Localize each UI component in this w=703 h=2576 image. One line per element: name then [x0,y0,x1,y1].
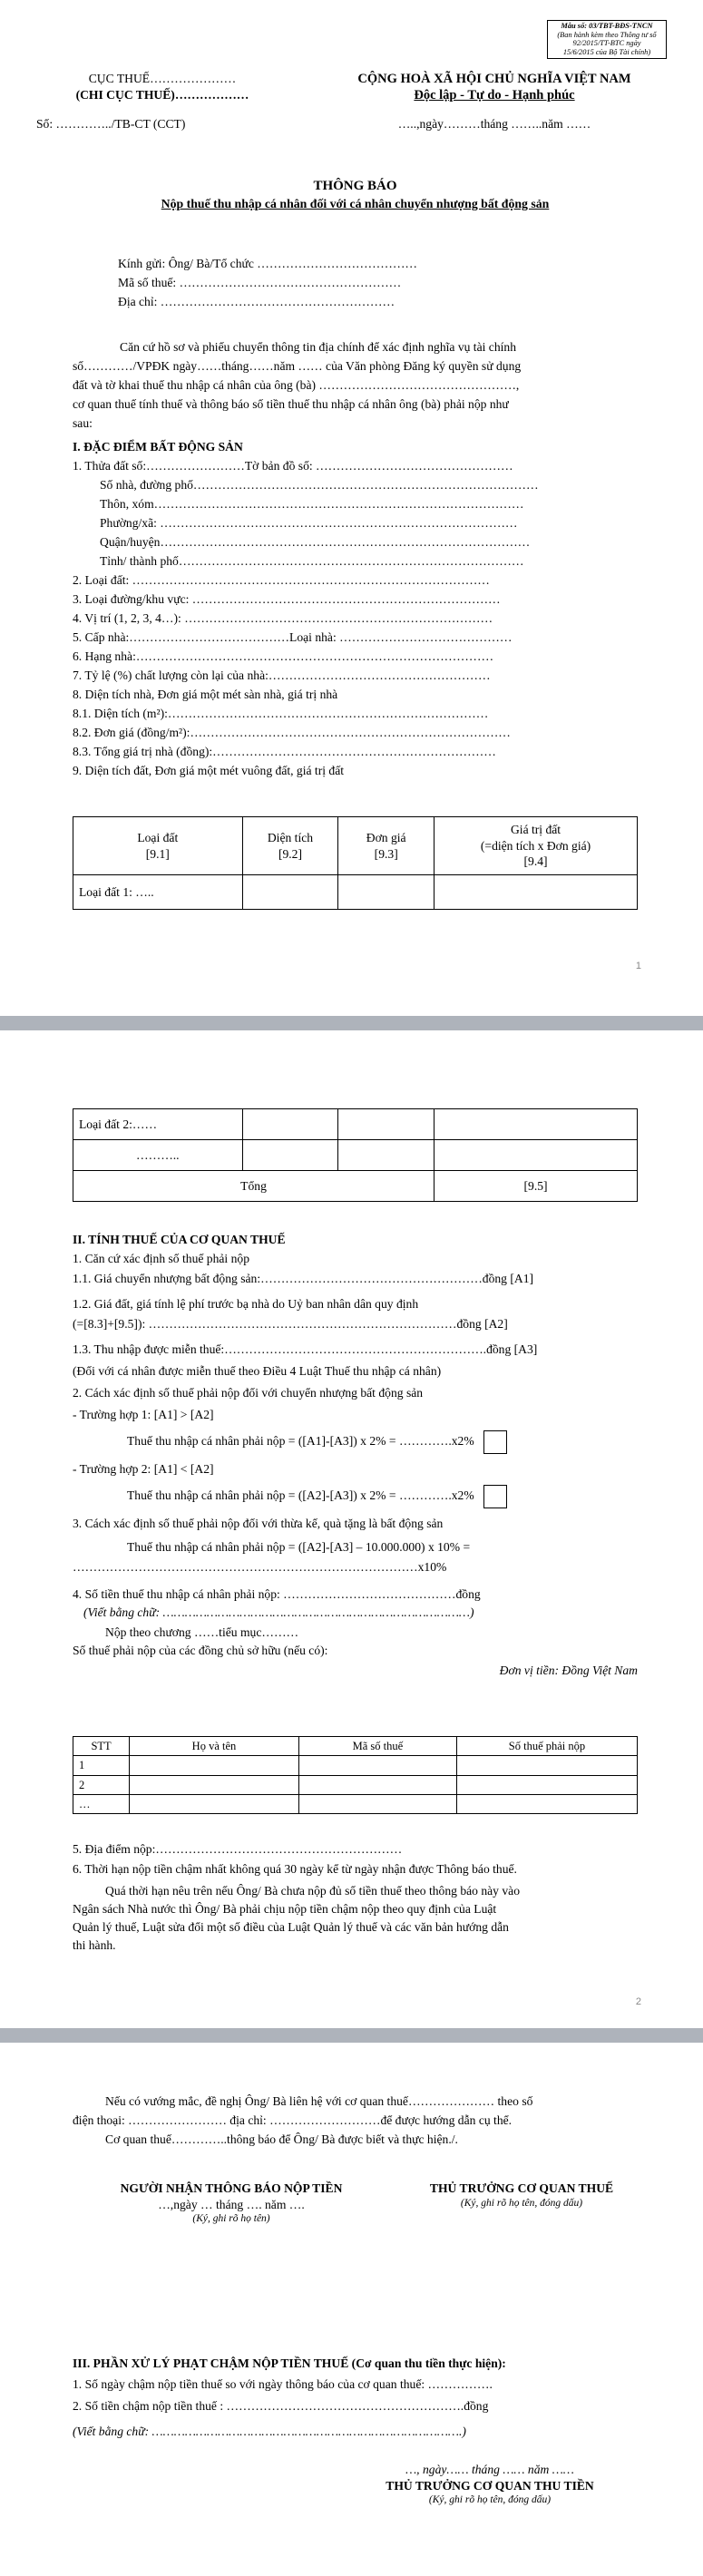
table-row: … [73,1794,638,1813]
table-row: Loại đất 2:…… [73,1109,638,1140]
table-row: 2 [73,1775,638,1794]
sub-agency-name: (CHI CỤC THUẾ)……………… [75,88,249,102]
document-date: …..,ngày………tháng ……..năm …… [397,117,591,131]
table-total-row: Tổng [9.5] [73,1171,638,1202]
agency-name: CỤC THUẾ………………… [88,72,237,85]
col-area: Diện tích [9.2] [242,817,338,875]
page-number: 1 [635,961,641,971]
motto: Độc lập - Tự do - Hạnh phúc [414,88,575,102]
document-title: THÔNG BÁO [313,179,397,193]
page-2 [0,1030,703,2028]
table-row: 1 [73,1756,638,1775]
page-1 [0,0,703,1016]
section-1-heading: I. ĐẶC ĐIỂM BẤT ĐỘNG SẢN [73,440,243,454]
col-unit-price: Đơn giá [9.3] [338,817,434,875]
col-land-value: Giá trị đất (=diện tích x Đơn giá) [9.4] [434,817,638,875]
document-subtitle: Nộp thuế thu nhập cá nhân đối với cá nhân chuyển nhượng bất động sản [161,197,550,210]
section-2-heading: II. TÍNH THUẾ CỦA CƠ QUAN THUẾ [73,1233,286,1246]
collector-signature: …, ngày…… tháng …… năm …… THỦ TRƯỞNG CƠ QUAN THU TIỀN (Ký, ghi rõ họ tên, đóng dấu) [386,2463,594,2506]
intro-paragraph: Căn cứ hồ sơ và phiếu chuyển thông tin địa chính để xác định nghĩa vụ tài chính số…………/VPĐK ngày……tháng……năm …… của Văn phòng Đăng ký quyền sử dụng đất và tờ khai thuế thu nhập cá nhân của ông (bà) …………………………………………, cơ quan thuế tính thuế và thông báo số tiền thuế thu nhập cá nhân ông (bà) phải nộp như sau: [73,340,522,430]
co-owners-table: STT Họ và tên Mã số thuế Số thuế phải nộp 1 2 … [73,1736,638,1814]
table-row: ……….. [73,1140,638,1171]
land-table [73,816,638,910]
page-3 [0,2043,703,2576]
nation-title: CỘNG HOÀ XÃ HỘI CHỦ NGHĨA VIỆT NAM [357,72,631,86]
contact-paragraph: Nếu có vướng mắc, đề nghị Ông/ Bà liên hệ với cơ quan thuế………………… theo số điện thoại: …………………… địa chỉ: ………………………để được hướng dẫn cụ thể. Cơ quan thuế…………..thông báo để Ông/ Bà được biết và thực hiện./. [73,2094,533,2146]
land-table-continued [73,1108,638,1202]
property-fields: 1. Thửa đất số:……………………Tờ bản đồ số: ………………………………………… Số nhà, đường phố………………………………………………………………………… Thôn, xóm……………………………………………………………………………… Phường/xã: …………………………………………………………………………… Quận/huyện……………………………………………………………………………… Tỉnh/ thành phố………………………………………………………………………… 2. Loại đất: …………………………………………………………………………… 3. Loại đường/khu vực: ………………………………………………………………… 4. Vị trí (1, 2, 3, 4…): ………………………………………………………………… 5. Cấp nhà:…………………………………Loại nhà: …………………………………… 6. Hạng nhà:…………………………………………………………………………… 7. Tỷ lệ (%) chất lượng còn lại của nhà:……………………………………………… 8. Diện tích nhà, Đơn giá một mét sàn nhà, giá trị nhà 8.1. Diện tích (m²):…………………………………………………………………… 8.2. Đơn giá (đồng/m²):…………………………………………………………………… 8.3. Tổng giá trị nhà (đồng):…………………………………………………………… 9. Diện tích đất, Đơn giá một mét vuông đất, giá trị đất [73,459,539,777]
section-3-heading: III. PHẦN XỬ LÝ PHẠT CHẬM NỘP TIỀN THUẾ (Cơ quan thu tiền thực hiện): [73,2356,506,2370]
document-number: Số: …………../TB-CT (CCT) [36,117,186,131]
recipient-signature: NGƯỜI NHẬN THÔNG BÁO NỘP TIỀN …,ngày … tháng …. năm …. (Ký, ghi rõ họ tên) [120,2181,343,2225]
case-1-formula: Thuế thu nhập cá nhân phải nộp = ([A1]-[A3]) x 2% = ………….x2% [73,1430,638,1461]
page-separator [0,1016,703,1030]
case-2-formula: Thuế thu nhập cá nhân phải nộp = ([A2]-[A3]) x 2% = ………….x2% [73,1485,638,1516]
case-2-checkbox[interactable] [483,1485,507,1508]
col-land-type: Loại đất [9.1] [73,817,243,875]
tax-calculation: 1. Căn cứ xác định số thuế phải nộp 1.1. Giá chuyển nhượng bất động sản:………………………………………………đồng [A1] 1.2. Giá đất, giá tính lệ phí trước bạ nhà do Uỷ ban nhân dân quy định (=[8.3]+[9.5]): …………………………………………………………………đồng [A2] 1.3. Thu nhập được miễn thuế:……………………………………………………….đồng [A3] (Đối với cá nhân được miễn thuế theo Điều 4 Luật Thuế thu nhập cá nhân) 2. Cách xác định số thuế phải nộp đối với chuyển nhượng bất động sản - Trường hợp 1: [A1] > [A2] Thuế thu nhập cá nhân phải nộp = ([A1]-[A3]) x 2% = ………….x2% - Trường hợp 2: [A1] < [A2] Thuế thu nhập cá nhân phải nộp = ([A2]-[A3]) x 2% = ………….x2% 3. Cách xác định số thuế phải nộp đối với thừa kế, quà tặng là bất động sản Thuế thu nhập cá nhân phải nộp = ([A2]-[A3] – 10.000.000) x 10% = …………………………………………………………………………x10% 4. Số tiền thuế thu nhập cá nhân phải nộp: ……………………………………đồng (Viết bằng chữ: …………………………………………………………………………) Nộp theo chương ……tiểu mục……… Số thuế phải nộp của các đồng chủ sở hữu (nếu có): Đơn vị tiền: Đồng Việt Nam [73,1252,638,1677]
tax-chief-signature: THỦ TRƯỞNG CƠ QUAN THUẾ (Ký, ghi rõ họ tên, đóng dấu) [429,2181,614,2209]
table-row: Loại đất 1: ….. [73,875,638,910]
late-penalty-fields: 1. Số ngày chậm nộp tiền thuế so với ngày thông báo của cơ quan thuế: ……………. 2. Số tiền chậm nộp tiền thuế : ………………………………………………….đồng (Viết bằng chữ: ………………………………………………………………………….) [73,2377,493,2438]
recipient-block: Kính gửi: Ông/ Bà/Tổ chức ………………………………… Mã số thuế: ……………………………………………… Địa chỉ: ………………………………………………… [118,257,418,308]
page-number: 2 [635,1996,641,2007]
case-1-checkbox[interactable] [483,1430,507,1454]
form-stamp: Mẫu số: 03/TBT-BĐS-TNCN (Ban hành kèm theo Thông tư số 92/2015/TT-BTC ngày 15/6/2015 của Bộ Tài chính) [547,20,667,59]
page-separator [0,2028,703,2043]
payment-details: 5. Địa điểm nộp:…………………………………………………… 6. Thời hạn nộp tiền chậm nhất không quá 30 ngày kể từ ngày nhận được Thông báo thuế. Quá thời hạn nêu trên nếu Ông/ Bà chưa nộp đủ số tiền thuế theo thông báo này vào Ngân sách Nhà nước thì Ông/ Bà phải chịu nộp tiền chậm nộp theo quy định của Luật Quản lý thuế, Luật sửa đổi một số điều của Luật Quản lý thuế và các văn bản hướng dẫn thi hành. [73,1842,521,1952]
